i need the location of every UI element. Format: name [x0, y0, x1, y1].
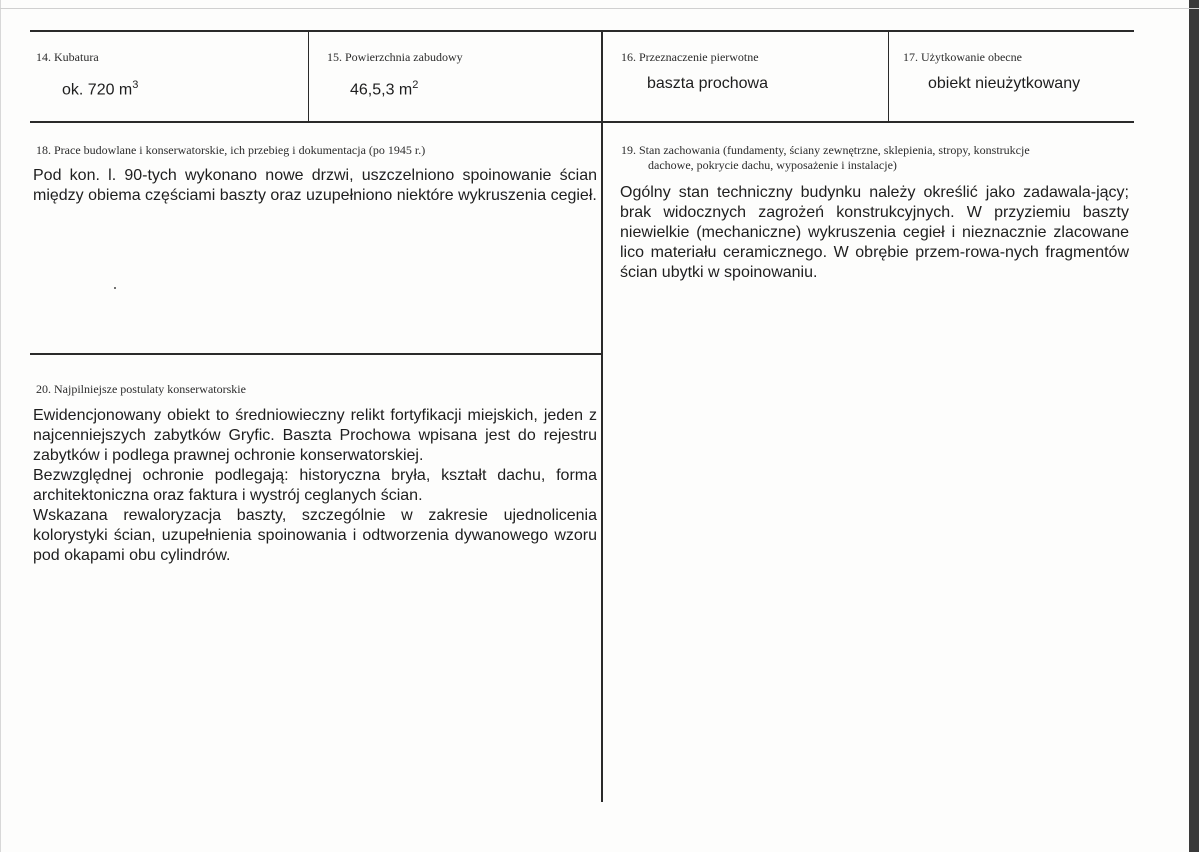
section-20-paragraph-2: Bezwzględnej ochronie podlegają: historyczna bryła, kształt dachu, forma architektoniczna oraz faktura i wystrój ceglanych ścian.	[33, 467, 597, 504]
rule-col-2	[601, 30, 603, 802]
section-20-text	[33, 406, 597, 566]
field-15-value	[350, 75, 418, 100]
rule-col-1	[308, 30, 309, 122]
field-17-value: obiekt nieużytkowany	[928, 75, 1081, 92]
field-16-value: baszta prochowa	[647, 75, 768, 92]
scan-speck	[114, 287, 116, 289]
section-19-label-line1: 19. Stan zachowania (fundamenty, ściany zewnętrzne, sklepienia, stropy, konstrukcje	[621, 143, 1030, 157]
rule-top	[30, 30, 1134, 32]
field-16-label: 16. Przeznaczenie pierwotne	[621, 50, 759, 64]
section-18-label: 18. Prace budowlane i konserwatorskie, ich przebieg i dokumentacja (po 1945 r.)	[36, 143, 426, 157]
section-20-paragraph-3: Wskazana rewaloryzacja baszty, szczególnie w zakresie ujednolicenia kolorystyki ścian, uzupełnienia spoinowania i odtworzenia dywanowego wzoru pod okapami obu cylindrów.	[33, 507, 597, 564]
section-19-text: Ogólny stan techniczny budynku należy określić jako zadawala-jący; brak widocznych zagrożeń konstrukcyjnych. W przyziemiu baszty niewielkie (mechaniczne) wykruszenia cegieł i nieznacznie zlacowane lico materiału ceramicznego. W obrębie przem-rowa-nych fragmentów ścian ubytki w spoinowaniu.	[620, 184, 1129, 281]
rule-section18-bottom	[30, 353, 602, 355]
field-15-label: 15. Powierzchnia zabudowy	[327, 50, 463, 64]
field-17-label: 17. Użytkowanie obecne	[903, 50, 1022, 64]
field-15-value-sup: 2	[412, 79, 419, 91]
field-14-value-sup: 3	[132, 79, 139, 91]
field-14-value-text: ok. 720 m	[62, 81, 133, 99]
section-19-label-line2: dachowe, pokrycie dachu, wyposażenie i instalacje)	[648, 158, 897, 172]
field-15-value-text: 46,5,3 m	[350, 81, 413, 99]
section-20-paragraph-1: Ewidencjonowany obiekt to średniowieczny relikt fortyfikacji miejskich, jeden z najcenniejszych zabytków Gryfic. Baszta Prochowa wpisana jest do rejestru zabytków i podlega prawnej ochronie konserwatorskiej.	[33, 407, 597, 464]
rule-row1-bottom	[30, 121, 1134, 123]
section-18-text: Pod kon. l. 90-tych wykonano nowe drzwi, uszczelniono spoinowanie ścian między obiema częściami baszty oraz uzupełniono niektóre wykruszenia cegieł.	[33, 167, 597, 204]
section-20-label: 20. Najpilniejsze postulaty konserwatorskie	[36, 382, 246, 396]
field-14-label: 14. Kubatura	[36, 50, 99, 64]
rule-col-3	[888, 30, 889, 122]
scan-artifact-line	[0, 8, 1199, 9]
field-14-value	[62, 75, 138, 100]
